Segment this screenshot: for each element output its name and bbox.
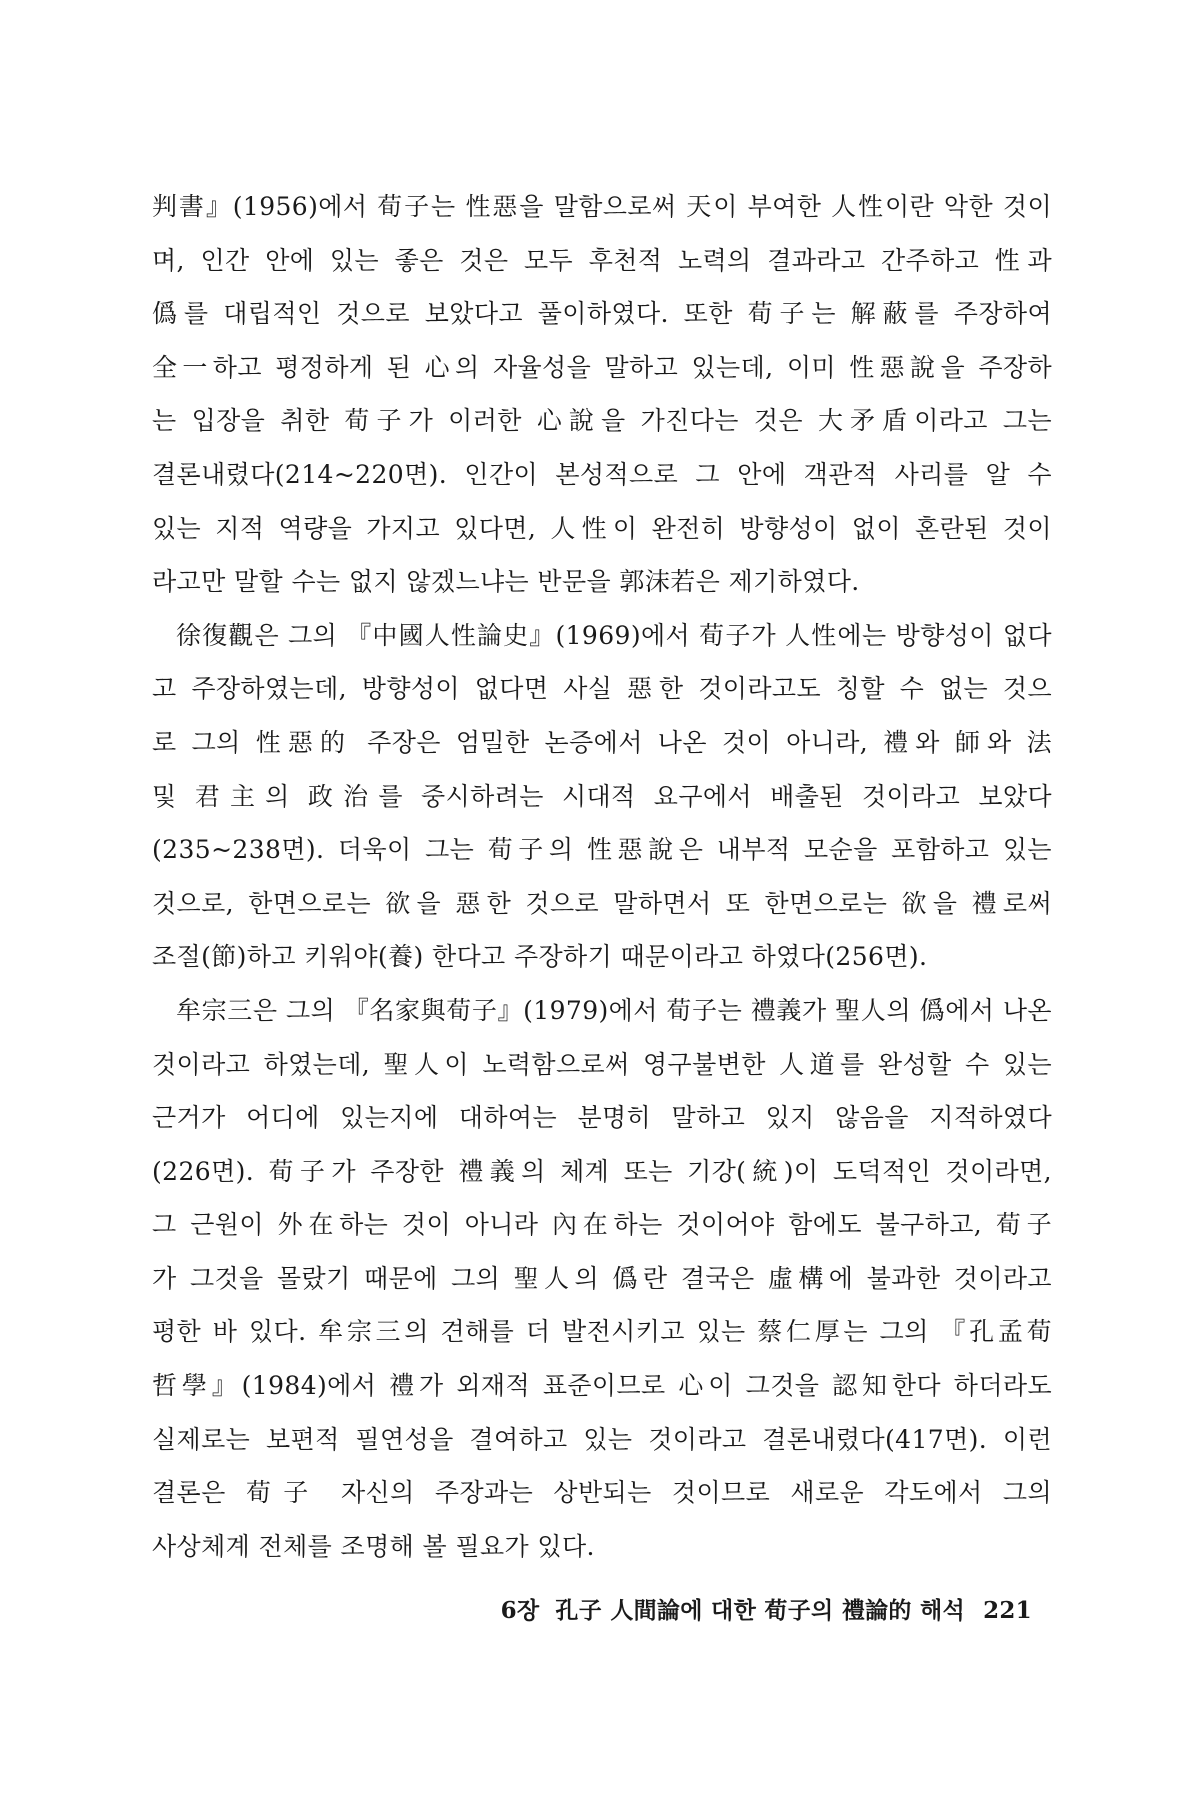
text-line: 고 주장하였는데, 방향성이 없다면 사실 惡한 것이라고도 칭할 수 없는 것으 <box>152 674 1052 704</box>
text-line: 牟宗三은 그의 『名家與荀子』(1979)에서 荀子는 禮義가 聖人의 僞에서 나온 <box>176 995 1052 1025</box>
text-line: 判書』(1956)에서 荀子는 性惡을 말함으로써 天이 부여한 人性이란 악한 것이 <box>152 192 1052 221</box>
text-line: 있는 지적 역량을 가지고 있다면, 人性이 완전히 방향성이 없이 혼란된 것이 <box>152 513 1052 543</box>
text-line: 全一하고 평정하게 된 心의 자율성을 말하고 있는데, 이미 性惡說을 주장하 <box>152 352 1052 382</box>
text-line: 라고만 말할 수는 없지 않겠느냐는 반문을 郭沫若은 제기하였다. <box>152 567 860 597</box>
paragraph-3 <box>152 984 1052 1574</box>
text-line: 사상체계 전체를 조명해 볼 필요가 있다. <box>152 1531 595 1561</box>
text-line: 로 그의 性惡的 주장은 엄밀한 논증에서 나온 것이 아니라, 禮와 師와 法 <box>152 727 1052 757</box>
text-line: 것이라고 하였는데, 聖人이 노력함으로써 영구불변한 人道를 완성할 수 있는 <box>152 1049 1052 1079</box>
paragraph-1 <box>152 180 1052 609</box>
text-line: 및 君主의 政治를 중시하려는 시대적 요구에서 배출된 것이라고 보았다 <box>152 781 1052 811</box>
text-line: 는 입장을 취한 荀子가 이러한 心說을 가진다는 것은 大矛盾이라고 그는 <box>152 406 1052 436</box>
text-line: 며, 인간 안에 있는 좋은 것은 모두 후천적 노력의 결과라고 간주하고 性과 <box>152 245 1052 275</box>
text-line: 그 근원이 外在하는 것이 아니라 內在하는 것이어야 함에도 불구하고, 荀子 <box>152 1210 1052 1240</box>
page-number: 221 <box>983 1597 1032 1624</box>
paragraph-2 <box>152 609 1052 984</box>
text-line: 哲學』(1984)에서 禮가 외재적 표준이므로 心이 그것을 認知한다 하더라도 <box>152 1371 1052 1401</box>
text-line: 결론은 荀子 자신의 주장과는 상반되는 것이므로 새로운 각도에서 그의 <box>152 1478 1052 1508</box>
body-text <box>152 180 1052 1573</box>
running-footer <box>501 1592 1032 1625</box>
text-line: 僞를 대립적인 것으로 보았다고 풀이하였다. 또한 荀子는 解蔽를 주장하여 <box>152 299 1052 329</box>
text-line: 것으로, 한면으로는 欲을 惡한 것으로 말하면서 또 한면으로는 欲을 禮로써 <box>152 888 1052 918</box>
text-line: (226면). 荀子가 주장한 禮義의 체계 또는 기강(統)이 도덕적인 것이라면, <box>152 1156 1052 1186</box>
text-line: 가 그것을 몰랐기 때문에 그의 聖人의 僞란 결국은 虛構에 불과한 것이라고 <box>152 1263 1052 1293</box>
text-line: 근거가 어디에 있는지에 대하여는 분명히 말하고 있지 않음을 지적하였다 <box>152 1103 1052 1133</box>
chapter-number: 6장 <box>500 1597 540 1624</box>
text-line: 조절(節)하고 키워야(養) 한다고 주장하기 때문이라고 하였다(256면). <box>152 942 928 972</box>
chapter-title: 孔子 人間論에 대한 荀子의 禮論的 해석 <box>555 1597 966 1624</box>
text-line: 실제로는 보편적 필연성을 결여하고 있는 것이라고 결론내렸다(417면). 이런 <box>152 1424 1052 1454</box>
text-line: 결론내렸다(214~220면). 인간이 본성적으로 그 안에 객관적 사리를 알 수 <box>152 459 1052 489</box>
text-line: 徐復觀은 그의 『中國人性論史』(1969)에서 荀子가 人性에는 방향성이 없다 <box>176 620 1052 650</box>
text-line: 평한 바 있다. 牟宗三의 견해를 더 발전시키고 있는 蔡仁厚는 그의 『孔孟荀 <box>152 1317 1052 1347</box>
text-line: (235~238면). 더욱이 그는 荀子의 性惡說은 내부적 모순을 포함하고 있는 <box>152 835 1052 865</box>
